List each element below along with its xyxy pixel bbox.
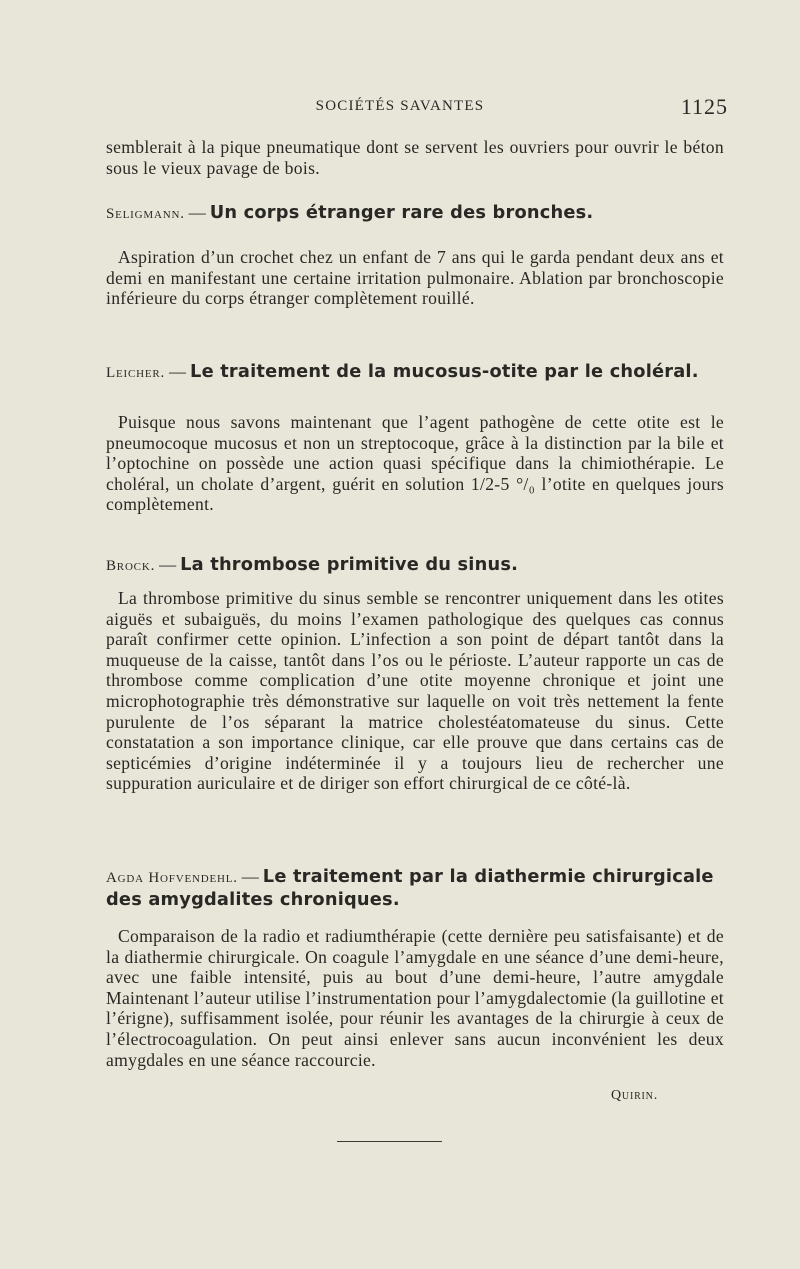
section-title-2: Le traitement de la mucosus-otite par le choléral. <box>190 361 699 382</box>
section-author-3: Brock. <box>106 558 156 574</box>
section-text-1: Aspiration d’un crochet chez un enfant de 7 ans qui le garda pendant deux ans et demi en manifestant une certaine irritation pulmonaire. Ablation par bronchoscopie inférieure du corps étranger complètement rouillé. <box>106 247 724 309</box>
running-head <box>0 96 800 120</box>
section-heading-4 <box>106 866 724 912</box>
section-dash-1: — <box>188 203 206 222</box>
section-author-4: Agda Hofvendehl. <box>106 870 238 886</box>
closing-rule <box>337 1141 442 1142</box>
section-author-1: Seligmann. <box>106 206 185 222</box>
section-heading-2 <box>106 361 724 384</box>
page-number: 1125 <box>680 94 728 119</box>
section-dash-2: — <box>169 362 187 381</box>
section-title-1: Un corps étranger rare des bronches. <box>209 202 594 223</box>
section-title-3: La thrombose primitive du sinus. <box>180 554 519 575</box>
signature: Quirin. <box>611 1088 658 1103</box>
intro-paragraph: semblerait à la pique pneumatique dont se servent les ouvriers pour ouvrir le béton sous le vieux pavage de bois. <box>106 137 724 178</box>
section-author-2: Leicher. <box>106 365 166 381</box>
section-text-2: Puisque nous savons maintenant que l’agent pathogène de cette otite est le pneumocoque mucosus et non un streptocoque, grâce à la distinction par la bile et l’optochine on possède une action quasi spécifique dans la chimiothérapie. Le choléral, un cholate d’argent, guérit en solution 1/2-5 °/₀ l’otite en quelques jours complètement. <box>106 412 724 515</box>
section-heading-3 <box>106 554 724 577</box>
section-text-4: Comparaison de la radio et radiumthérapie (cette dernière peu satisfaisante) et de la diathermie chirurgicale. On coagule l’amygdale en une séance d’une demi-heure, avec une faible intensité, puis au bout d’une demi-heure, l’autre amygdale Maintenant l’auteur utilise l’instrumentation pour l’amygdalectomie (la guillotine et l’érigne), suffisamment isolée, pour réunir les avantages de la chirurgie à ceux de l’électrocoagulation. On peut ainsi enlever sans aucun inconvénient les deux amygdales en une séance raccourcie. <box>106 926 724 1070</box>
section-dash-4: — <box>241 867 259 886</box>
section-heading-1 <box>106 202 724 225</box>
section-title-4: Le traitement par la diathermie chirurgicale des amygdalites chroniques. <box>106 866 714 910</box>
running-head-title: SOCIÉTÉS SAVANTES <box>315 98 485 114</box>
section-dash-3: — <box>159 555 177 574</box>
section-text-3: La thrombose primitive du sinus semble se rencontrer uniquement dans les otites aiguës et subaiguës, du moins l’examen pathologique des quelques cas connus paraît confirmer cette opinion. L’infection a son point de départ tantôt dans la muqueuse de la caisse, tantôt dans l’os ou le périoste. L’auteur rapporte un cas de thrombose comme complication d’une otite moyenne chronique et joint une microphotographie très démonstrative sur laquelle on voit très nettement la fente purulente de l’os séparant la matrice cholestéatomateuse du sinus. Cette constatation a son importance clinique, car elle prouve que dans certains cas de septicémies d’origine indéterminée il y a toujours lieu de rechercher une suppuration auriculaire et de diriger son effort chirurgical de ce côté-là. <box>106 588 724 794</box>
